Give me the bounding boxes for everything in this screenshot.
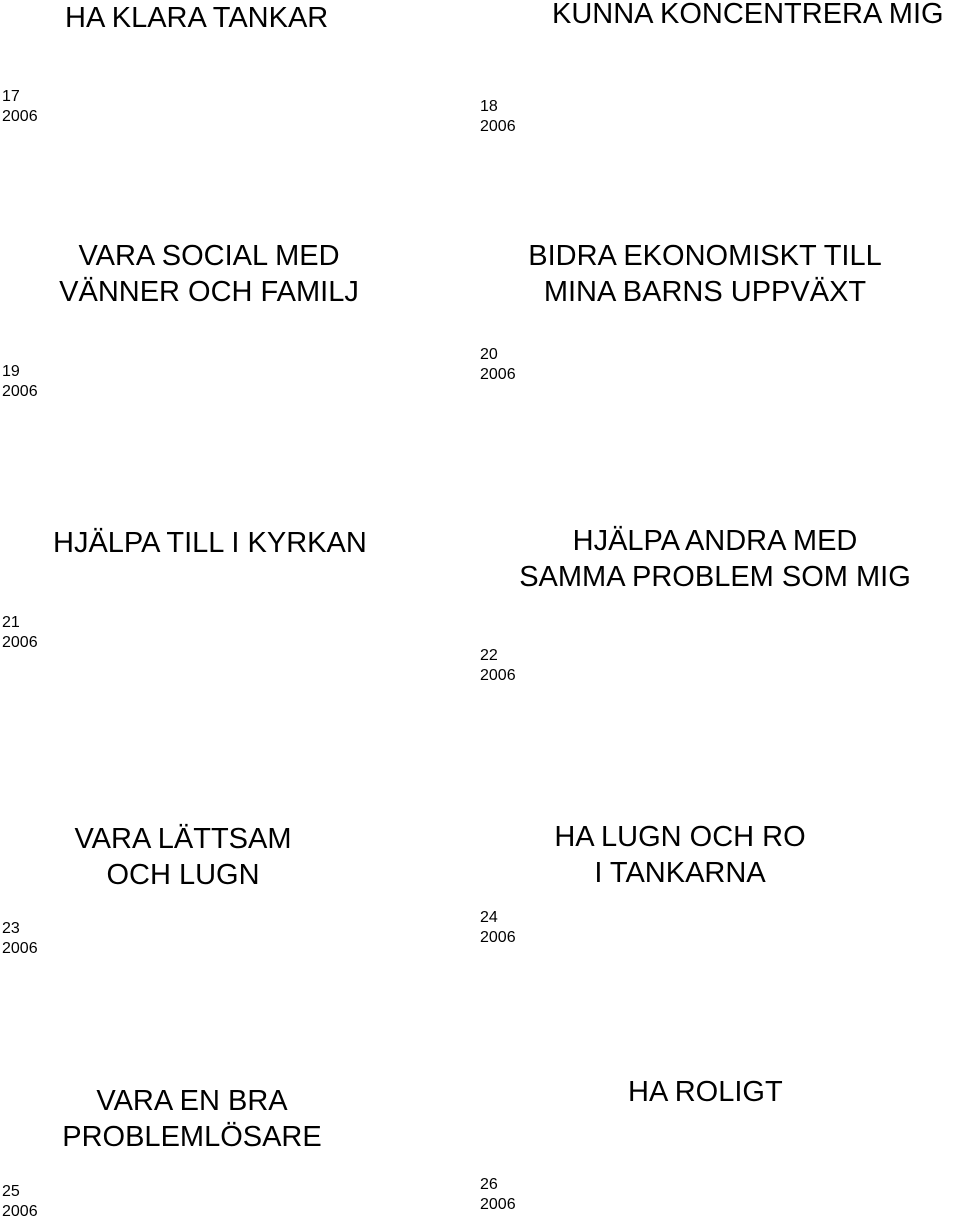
card-title-line: BIDRA EKONOMISKT TILL (528, 240, 882, 272)
card-title-line: HJÄLPA TILL I KYRKAN (53, 527, 367, 559)
card-title (505, 523, 925, 595)
card-title (58, 821, 308, 893)
card-number (480, 646, 516, 686)
card-number (2, 919, 38, 959)
card-number-value: 21 (2, 614, 20, 631)
card-year: 2006 (2, 634, 38, 651)
card-title (53, 525, 367, 561)
card-year: 2006 (2, 1203, 38, 1220)
card-number (480, 345, 516, 385)
card-number-value: 19 (2, 363, 20, 380)
card-number-value: 24 (480, 909, 498, 926)
card-title-line: MINA BARNS UPPVÄXT (543, 276, 867, 308)
card-title-line: VÄNNER OCH FAMILJ (59, 276, 359, 308)
card-year: 2006 (480, 667, 516, 684)
card-title (44, 238, 374, 310)
card-number-value: 17 (2, 88, 20, 105)
card-number (2, 1182, 38, 1222)
card-title (552, 0, 944, 32)
card-title-line: OCH LUGN (106, 859, 260, 891)
card-title-line: HA LUGN OCH RO (554, 821, 806, 853)
card-number (2, 362, 38, 402)
card-year: 2006 (480, 1196, 516, 1213)
card-year: 2006 (480, 929, 516, 946)
card-title (65, 0, 328, 36)
card-year: 2006 (480, 118, 516, 135)
card-title-line: VARA LÄTTSAM (74, 823, 292, 855)
card-number-value: 22 (480, 647, 498, 664)
card-number-value: 26 (480, 1176, 498, 1193)
card-title-line: HA KLARA TANKAR (65, 2, 329, 34)
card-year: 2006 (2, 940, 38, 957)
card-title (505, 238, 905, 310)
card-number (2, 87, 38, 127)
card-title-line: I TANKARNA (594, 857, 766, 889)
card-number-value: 18 (480, 98, 498, 115)
card-title (47, 1083, 337, 1155)
card-number-value: 23 (2, 920, 20, 937)
card-number (2, 613, 38, 653)
card-year: 2006 (480, 366, 516, 383)
card-title-line: SAMMA PROBLEM SOM MIG (519, 561, 911, 593)
card-number (480, 97, 516, 137)
card-title-line: PROBLEMLÖSARE (62, 1121, 322, 1153)
card-title-line: HJÄLPA ANDRA MED (572, 525, 858, 557)
card-year: 2006 (2, 108, 38, 125)
card-number (480, 908, 516, 948)
card-year: 2006 (2, 383, 38, 400)
card-number (480, 1175, 516, 1215)
card-title-line: HA ROLIGT (628, 1076, 783, 1108)
card-title-line: VARA EN BRA (96, 1085, 288, 1117)
card-title-line: VARA SOCIAL MED (78, 240, 340, 272)
card-title (628, 1074, 783, 1110)
card-number-value: 25 (2, 1183, 20, 1200)
card-title-line: KUNNA KONCENTRERA MIG (552, 0, 944, 30)
card-number-value: 20 (480, 346, 498, 363)
card-title (530, 819, 830, 891)
